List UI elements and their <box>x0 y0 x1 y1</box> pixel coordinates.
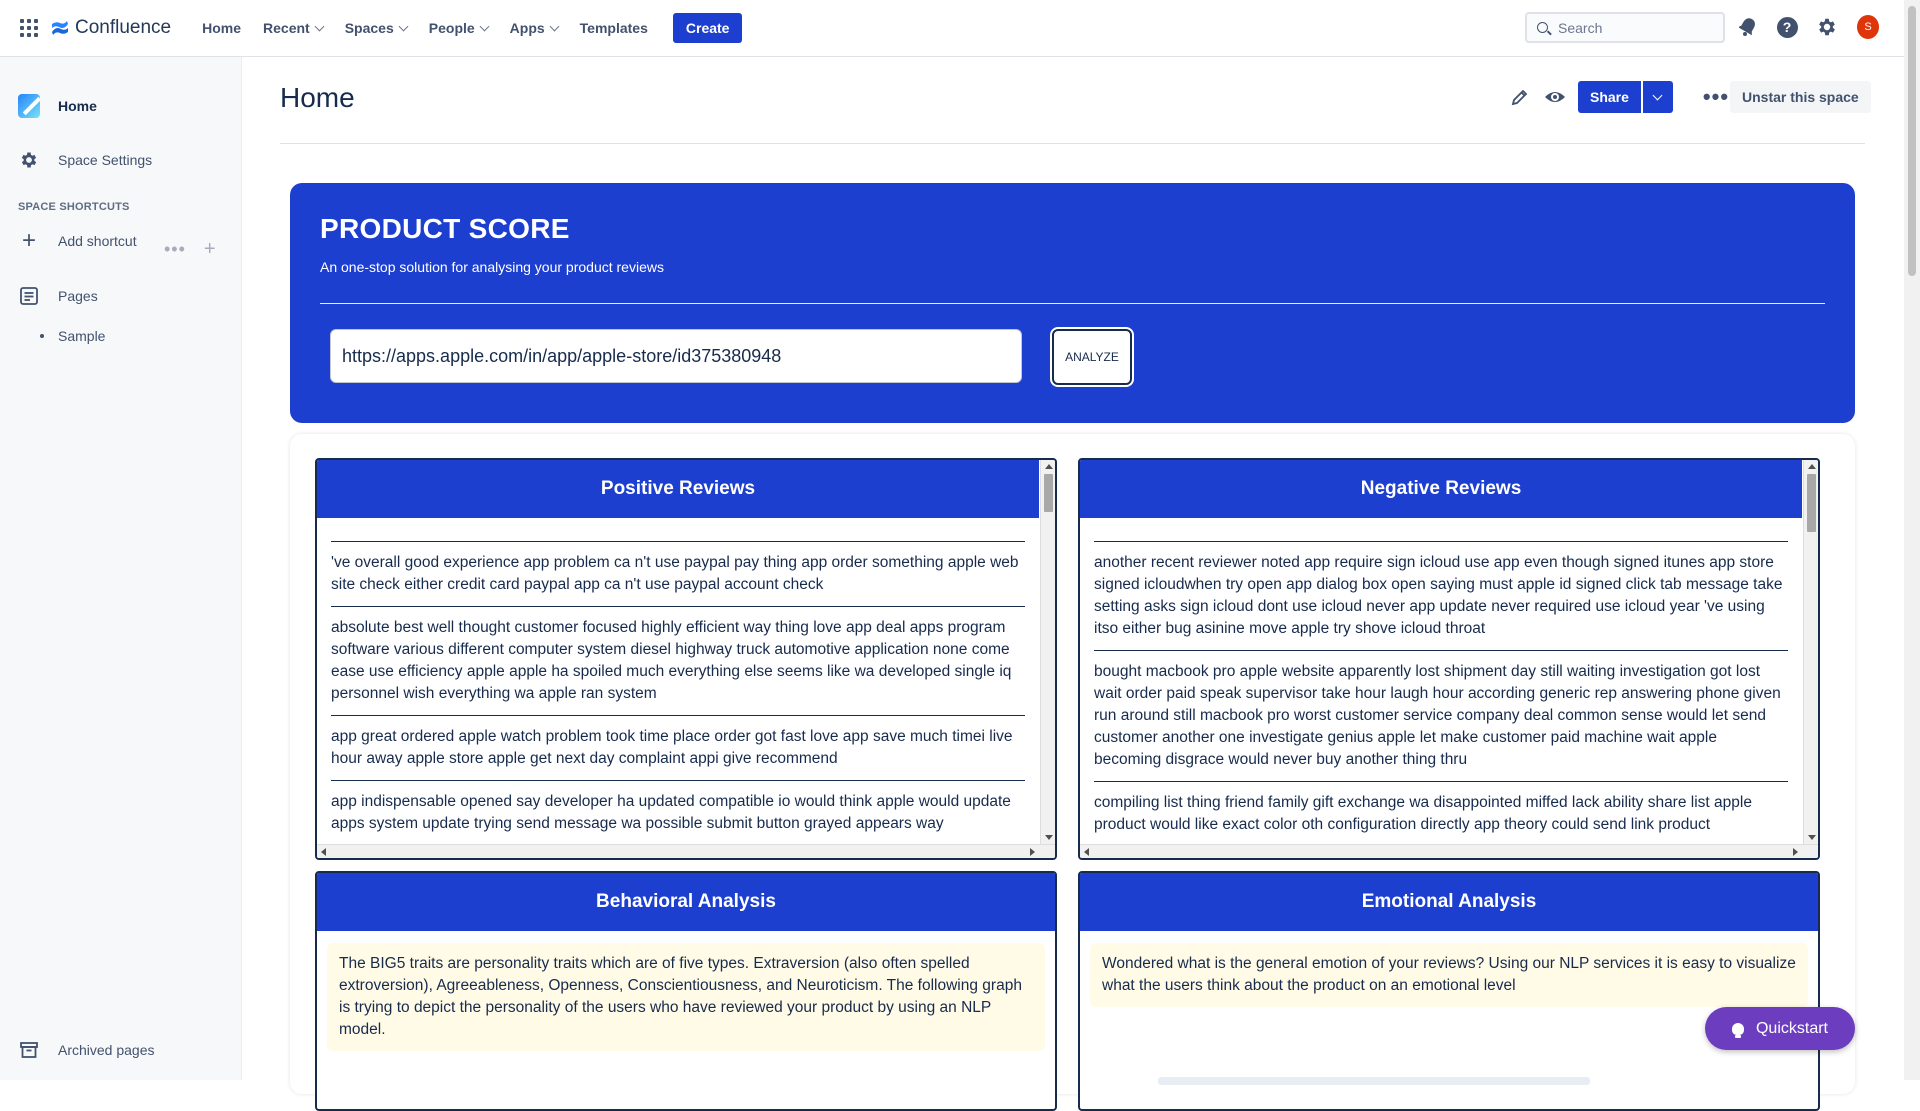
nav-home[interactable] <box>191 20 252 36</box>
page-tree-label: Sample <box>58 328 106 344</box>
divider <box>280 143 1865 144</box>
scroll-left-icon[interactable] <box>1084 848 1089 856</box>
nav-templates-label: Templates <box>579 20 648 36</box>
scroll-down-icon[interactable] <box>1045 835 1053 840</box>
list-item: app indispensable opened say developer ha updated compatible io would think apple would update apps system update trying send message wa possible submit button grayed appears way <box>331 781 1025 844</box>
negative-reviews-panel[interactable] <box>1078 458 1820 860</box>
share-button[interactable]: Share <box>1578 81 1641 113</box>
confluence-logo-icon <box>50 18 70 38</box>
plus-icon: + <box>21 227 36 254</box>
create-button[interactable]: Create <box>673 13 743 43</box>
chevron-down-icon <box>314 21 324 31</box>
profile-avatar[interactable] <box>1857 16 1879 38</box>
list-item: app great ordered apple watch problem took time place order got fast love app save much timei live hour away apple store apple get next day complaint appi give recommend <box>331 716 1025 781</box>
list-item: bought macbook pro apple website apparently lost shipment day still waiting investigation got lost wait order paid speak supervisor take hour laugh hour according generic rep answering phone given run around still macbook pro worst customer service company deal common sense would let send customer another one investigate genius apple let make customer paid machine wait apple becoming disgrace would never buy another thing thru <box>1094 651 1788 782</box>
add-page-icon[interactable]: + <box>203 238 216 260</box>
scroll-left-icon[interactable] <box>321 848 326 856</box>
chart-placeholder <box>1158 1077 1590 1085</box>
positive-reviews-panel[interactable] <box>315 458 1057 860</box>
nav-people-label: People <box>428 20 475 36</box>
nav-spaces[interactable] <box>334 20 418 36</box>
page-title: Home <box>280 82 355 113</box>
question-icon: ? <box>1777 17 1798 38</box>
archive-icon <box>19 1040 39 1060</box>
horizontal-scrollbar[interactable] <box>1080 844 1818 858</box>
horizontal-scrollbar[interactable] <box>317 844 1055 858</box>
sidebar-item-label: Add shortcut <box>58 233 137 249</box>
gear-icon <box>1816 16 1838 38</box>
nav-spaces-label: Spaces <box>344 20 394 36</box>
vertical-scrollbar[interactable] <box>1040 460 1055 844</box>
list-item: 've overall good experience app problem ca n't use paypal pay thing app order something apple web site check either credit card paypal app ca n't use paypal account check <box>331 542 1025 607</box>
sidebar-item-label: Home <box>58 98 97 114</box>
scroll-right-icon[interactable] <box>1793 848 1798 856</box>
panel-heading: Emotional Analysis <box>1080 873 1818 931</box>
nav-templates[interactable] <box>569 20 659 36</box>
more-actions-icon[interactable]: ••• <box>1702 84 1730 109</box>
search-input[interactable] <box>1558 20 1708 36</box>
sidebar-item-home[interactable] <box>18 95 97 117</box>
nav-apps-label: Apps <box>509 20 545 36</box>
analysis-container <box>290 434 1855 1094</box>
behavioral-description: The BIG5 traits are personality traits which are of five types. Extraversion (also often spelled extroversion), Agreeableness, Openness, Conscientiousness, and Neuroticism. The following graph is trying to depict the personality of the users who have reviewed your product by using an NLP model. <box>327 943 1045 1051</box>
chevron-down-icon <box>549 21 559 31</box>
space-sidebar <box>0 57 242 1080</box>
sidebar-item-label: Archived pages <box>58 1042 155 1058</box>
list-spacer <box>331 518 1025 542</box>
nav-recent-label: Recent <box>263 20 310 36</box>
share-dropdown-button[interactable] <box>1643 81 1673 113</box>
scroll-up-icon[interactable] <box>1045 464 1053 469</box>
positive-review-list <box>317 518 1039 844</box>
search-box[interactable] <box>1525 12 1725 43</box>
page-scrollbar[interactable] <box>1904 0 1920 1080</box>
nav-people[interactable] <box>418 20 499 36</box>
more-actions-icon[interactable]: ••• <box>164 239 186 259</box>
bell-icon <box>1739 17 1757 37</box>
nav-home-label: Home <box>202 20 242 36</box>
emotional-description: Wondered what is the general emotion of your reviews? Using our NLP services it is easy to visualize what the users think about the product on an emotional level <box>1090 943 1808 1007</box>
scroll-down-icon[interactable] <box>1808 835 1816 840</box>
analyze-button[interactable]: ANALYZE <box>1052 329 1132 385</box>
nav-recent[interactable] <box>252 20 334 36</box>
space-home-icon <box>18 94 40 118</box>
page-tree-item-sample[interactable] <box>18 328 105 344</box>
product-score-banner <box>290 183 1855 423</box>
app-switcher-icon[interactable] <box>20 19 38 37</box>
vertical-scrollbar[interactable] <box>1803 460 1818 844</box>
sidebar-item-label: Pages <box>58 288 98 304</box>
sidebar-item-label: Space Settings <box>58 152 153 168</box>
top-navigation <box>0 0 1904 57</box>
quickstart-button[interactable] <box>1705 1007 1855 1050</box>
list-spacer <box>1094 518 1788 542</box>
divider <box>320 303 1825 304</box>
scroll-thumb[interactable] <box>1807 474 1816 532</box>
list-item: another recent reviewer noted app require sign icloud use app even though signed itunes app store signed icloudwhen try open app dialog box open saying must apple id signed click tab message take setting asks sign icloud dont use icloud never app update never required use icloud year 've using itso either bug asinine move apple try shove icloud throat <box>1094 542 1788 651</box>
chevron-down-icon <box>1653 91 1663 101</box>
page-actions <box>1510 81 1729 113</box>
app-url-input[interactable] <box>330 329 1022 383</box>
panel-heading: Positive Reviews <box>317 460 1039 518</box>
list-item: compiling list thing friend family gift exchange wa disappointed miffed lack ability share list apple product would like exact color oth configuration directly app theory could send link product <box>1094 782 1788 844</box>
add-shortcut-button[interactable] <box>18 227 137 254</box>
primary-nav <box>191 13 742 43</box>
notifications-icon[interactable] <box>1737 16 1759 38</box>
banner-subtitle: An one-stop solution for analysing your product reviews <box>320 259 664 275</box>
scroll-thumb[interactable] <box>1044 474 1053 512</box>
scroll-thumb[interactable] <box>1908 6 1916 276</box>
negative-review-list <box>1080 518 1802 844</box>
unstar-space-button[interactable]: Unstar this space <box>1730 81 1871 113</box>
settings-icon[interactable] <box>1816 16 1838 38</box>
list-item: absolute best well thought customer focused highly efficient way thing love app deal apps program software various different computer system diesel highway truck automotive application none come ease use efficiency apple apple ha spoiled much everything else seems like wa developed single iq personnel wish everything wa apple ran system <box>331 607 1025 716</box>
scroll-up-icon[interactable] <box>1808 464 1816 469</box>
panel-heading: Behavioral Analysis <box>317 873 1055 931</box>
chevron-down-icon <box>398 21 408 31</box>
help-icon[interactable] <box>1776 16 1798 38</box>
gear-icon <box>19 150 39 170</box>
pages-actions <box>164 238 216 261</box>
edit-icon[interactable] <box>1510 87 1530 107</box>
confluence-logo[interactable] <box>50 17 171 39</box>
pages-icon <box>19 286 39 306</box>
bullet-icon <box>40 334 44 338</box>
sidebar-item-space-settings[interactable] <box>18 149 152 171</box>
sidebar-item-archived-pages[interactable] <box>18 1039 155 1061</box>
avatar: S <box>1857 15 1879 39</box>
panel-heading: Negative Reviews <box>1080 460 1802 518</box>
lightbulb-icon <box>1732 1023 1744 1035</box>
scroll-right-icon[interactable] <box>1030 848 1035 856</box>
behavioral-analysis-panel <box>315 871 1057 1111</box>
banner-title: PRODUCT SCORE <box>320 213 570 244</box>
chevron-down-icon <box>479 21 489 31</box>
search-icon <box>1537 22 1548 33</box>
nav-apps[interactable] <box>499 20 569 36</box>
sidebar-item-pages[interactable] <box>18 285 98 307</box>
brand-name: Confluence <box>75 17 172 38</box>
space-shortcuts-heading: SPACE SHORTCUTS <box>18 201 130 213</box>
quickstart-label: Quickstart <box>1755 1019 1828 1037</box>
watch-icon[interactable] <box>1544 87 1566 107</box>
emotional-analysis-panel <box>1078 871 1820 1111</box>
